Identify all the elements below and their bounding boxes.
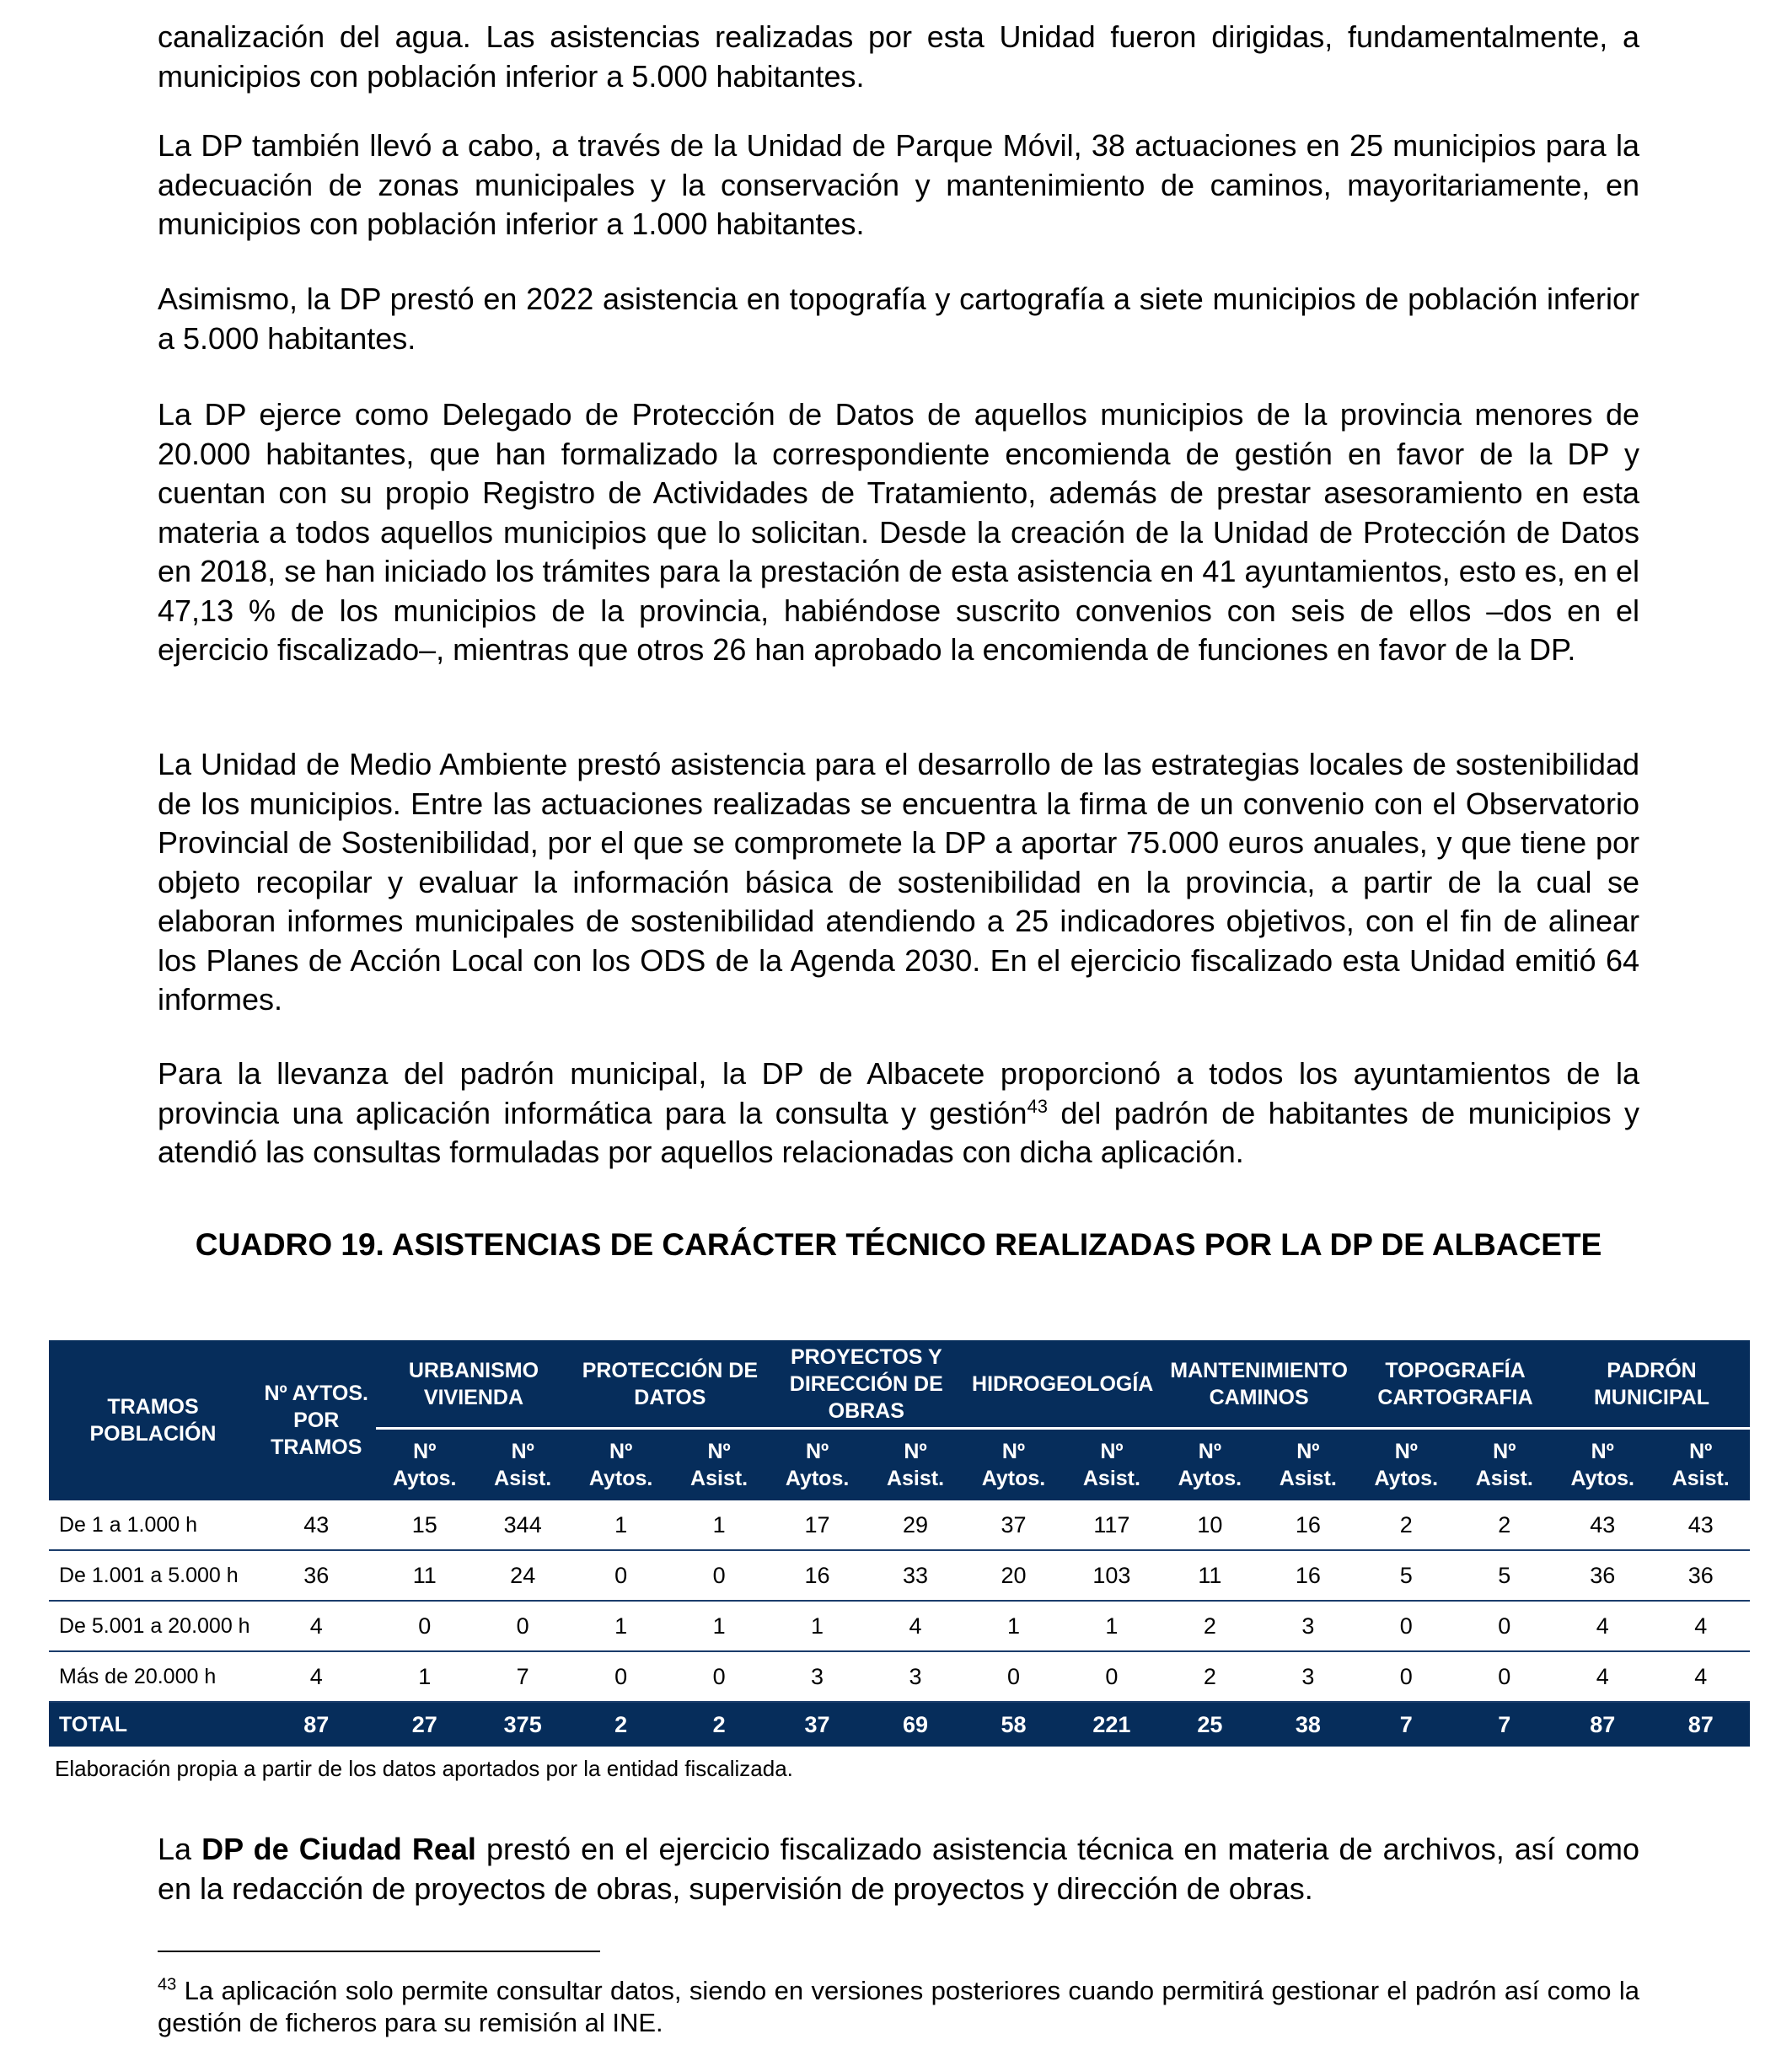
table-cell: 43 (1651, 1500, 1750, 1550)
table-cell: 4 (1553, 1651, 1651, 1702)
subheader-asist: Nº Asist. (1456, 1429, 1553, 1501)
table-cell: 4 (1651, 1601, 1750, 1651)
table-cell: 0 (964, 1651, 1062, 1702)
table-cell: 0 (670, 1651, 768, 1702)
table-cell: 0 (571, 1550, 669, 1601)
table-cell: 2 (670, 1702, 768, 1747)
table-cell: 5 (1456, 1550, 1553, 1601)
table-cell: 4 (866, 1601, 964, 1651)
table-cell: 4 (1553, 1601, 1651, 1651)
subheader-aytos: Nº Aytos. (964, 1429, 1062, 1501)
table-cell: 1 (1063, 1601, 1161, 1651)
table-cell: 2 (1161, 1601, 1258, 1651)
paragraph-parque-movil: La DP también llevó a cabo, a través de la Unidad de Parque Móvil, 38 actuaciones en 25 municipios para la adecuación de zonas municipales y la conservación y mantenimiento de caminos, mayoritariamente, en municipios con población inferior a 1.000 habitantes. (158, 128, 1639, 241)
table-cell: 11 (376, 1550, 474, 1601)
table-cell: 1 (768, 1601, 866, 1651)
table-cell: 69 (866, 1702, 964, 1747)
table-cell: 3 (1259, 1601, 1357, 1651)
table-cell: 16 (768, 1550, 866, 1601)
header-aytos: Nº AYTOS. POR TRAMOS (257, 1340, 376, 1500)
table-cell: 87 (257, 1702, 376, 1747)
table-cell: 3 (768, 1651, 866, 1702)
table-cell: 11 (1161, 1550, 1258, 1601)
header-group: MANTENIMIENTO CAMINOS (1161, 1340, 1357, 1429)
subheader-asist: Nº Asist. (866, 1429, 964, 1501)
table-cell: 10 (1161, 1500, 1258, 1550)
table-row (49, 1651, 1750, 1702)
subheader-aytos: Nº Aytos. (376, 1429, 474, 1501)
table-cell: 43 (1553, 1500, 1651, 1550)
table-cell: 4 (1651, 1651, 1750, 1702)
table-cell: 27 (376, 1702, 474, 1747)
table-cell: 37 (768, 1702, 866, 1747)
subheader-aytos: Nº Aytos. (1553, 1429, 1651, 1501)
table-cell: 117 (1063, 1500, 1161, 1550)
table-cell: 0 (1456, 1651, 1553, 1702)
table-cell: 0 (571, 1651, 669, 1702)
table-cell: 103 (1063, 1550, 1161, 1601)
table-cell: 1 (571, 1500, 669, 1550)
ciudad-real-after: prestó en el ejercicio fiscalizado asistencia técnica en materia de archivos, así como en la redacción de proyectos de obras, supervisión de proyectos y dirección de obras. (158, 1832, 1639, 1906)
table-cell: 1 (964, 1601, 1062, 1651)
table-cell: 24 (474, 1550, 571, 1601)
paragraph-ciudad-real (158, 1830, 1639, 1908)
footnote-separator (158, 1951, 600, 1952)
row-label: De 5.001 a 20.000 h (49, 1601, 257, 1651)
table-cell: 7 (474, 1651, 571, 1702)
row-label: De 1 a 1.000 h (49, 1500, 257, 1550)
table-cell: 2 (1456, 1500, 1553, 1550)
table-cell: 2 (571, 1702, 669, 1747)
footnote-number: 43 (158, 1975, 177, 1994)
table-cell: 3 (1259, 1651, 1357, 1702)
table-cell: 87 (1651, 1702, 1750, 1747)
table-cell: 38 (1259, 1702, 1357, 1747)
table-cell: 17 (768, 1500, 866, 1550)
ciudad-real-before: La (158, 1832, 202, 1866)
table-cell: 375 (474, 1702, 571, 1747)
table-cell: 0 (376, 1601, 474, 1651)
paragraph-agua: canalización del agua. Las asistencias realizadas por esta Unidad fueron dirigidas, fundamentalmente, a municipios con población inferior a 5.000 habitantes. (158, 19, 1639, 94)
table-cell: 7 (1357, 1702, 1455, 1747)
table-cell: 36 (257, 1550, 376, 1601)
table-cell: 0 (1063, 1651, 1161, 1702)
table-cell: 0 (474, 1601, 571, 1651)
table-cell: 0 (670, 1550, 768, 1601)
ciudad-real-bold: DP de Ciudad Real (201, 1832, 476, 1866)
asistencias-table (49, 1340, 1750, 1747)
table-cell: 344 (474, 1500, 571, 1550)
table-cell: 7 (1456, 1702, 1553, 1747)
row-label: TOTAL (49, 1702, 257, 1747)
table-row (49, 1500, 1750, 1550)
header-group: PADRÓN MUNICIPAL (1553, 1340, 1750, 1429)
table-cell: 29 (866, 1500, 964, 1550)
table-cell: 36 (1651, 1550, 1750, 1601)
footnote-text: La aplicación solo permite consultar datos, siendo en versiones posteriores cuando permitirá gestionar el padrón así como la gestión de ficheros para su remisión al INE. (158, 1976, 1639, 2037)
paragraph-topografia: Asimismo, la DP prestó en 2022 asistencia en topografía y cartografía a siete municipios de población inferior a 5.000 habitantes. (158, 282, 1639, 356)
header-group: URBANISMO VIVIENDA (376, 1340, 572, 1429)
padron-text-before: Para la llevanza del padrón municipal, la DP de Albacete proporcionó a todos los ayuntamientos de la provincia una aplicación informática para la consulta y gestión (158, 1056, 1639, 1130)
table-cell: 43 (257, 1500, 376, 1550)
subheader-aytos: Nº Aytos. (768, 1429, 866, 1501)
row-label: De 1.001 a 5.000 h (49, 1550, 257, 1601)
table-cell: 87 (1553, 1702, 1651, 1747)
table-cell: 1 (670, 1500, 768, 1550)
header-tramos: TRAMOS POBLACIÓN (49, 1340, 257, 1500)
table-cell: 2 (1357, 1500, 1455, 1550)
subheader-asist: Nº Asist. (1259, 1429, 1357, 1501)
paragraph-proteccion-datos: La DP ejerce como Delegado de Protección de Datos de aquellos municipios de la provincia menores de 20.000 habitantes, que han formalizado la correspondiente encomienda de gestión en favor de la DP y cuentan con su propio Registro de Actividades de Tratamiento, además de prestar asesoramiento en esta materia a todos aquellos municipios que lo solicitan. Desde la creación de la Unidad de Protección de Datos en 2018, se han iniciado los trámites para la prestación de esta asistencia en 41 ayuntamientos, esto es, en el 47,13 % de los municipios de la provincia, habiéndose suscrito convenios con seis de ellos –dos en el ejercicio fiscalizado–, mientras que otros 26 han aprobado la encomienda de funciones en favor de la DP. (158, 397, 1639, 667)
header-group: PROTECCIÓN DE DATOS (571, 1340, 768, 1429)
table-cell: 37 (964, 1500, 1062, 1550)
table-cell: 4 (257, 1601, 376, 1651)
table-cell: 5 (1357, 1550, 1455, 1601)
footnote-ref[interactable]: 43 (1027, 1095, 1048, 1117)
table-row (49, 1601, 1750, 1651)
header-group: PROYECTOS Y DIRECCIÓN DE OBRAS (768, 1340, 964, 1429)
table-cell: 0 (1357, 1651, 1455, 1702)
header-group: TOPOGRAFÍA CARTOGRAFIA (1357, 1340, 1553, 1429)
table-cell: 33 (866, 1550, 964, 1601)
table-cell: 1 (376, 1651, 474, 1702)
subheader-aytos: Nº Aytos. (1161, 1429, 1258, 1501)
table-total-row (49, 1702, 1750, 1747)
table-cell: 2 (1161, 1651, 1258, 1702)
table-cell: 0 (1357, 1601, 1455, 1651)
row-label: Más de 20.000 h (49, 1651, 257, 1702)
table-cell: 16 (1259, 1550, 1357, 1601)
table-cell: 1 (670, 1601, 768, 1651)
table-cell: 16 (1259, 1500, 1357, 1550)
subheader-asist: Nº Asist. (1651, 1429, 1750, 1501)
padron-text-after: del padrón de habitantes de municipios y atendió las consultas formuladas por aquellos relacionadas con dicha aplicación. (158, 1095, 1640, 1169)
subheader-asist: Nº Asist. (474, 1429, 571, 1501)
table-cell: 36 (1553, 1550, 1651, 1601)
table-cell: 25 (1161, 1702, 1258, 1747)
subheader-aytos: Nº Aytos. (1357, 1429, 1455, 1501)
table-cell: 3 (866, 1651, 964, 1702)
header-group: HIDROGEOLOGÍA (964, 1340, 1161, 1429)
table-cell: 1 (571, 1601, 669, 1651)
table-cell: 0 (1456, 1601, 1553, 1651)
table-title: CUADRO 19. ASISTENCIAS DE CARÁCTER TÉCNICO REALIZADAS POR LA DP DE ALBACETE (195, 1227, 1602, 1262)
table-cell: 4 (257, 1651, 376, 1702)
table-cell: 20 (964, 1550, 1062, 1601)
table-row (49, 1550, 1750, 1601)
paragraph-padron (158, 1055, 1639, 1173)
paragraph-medio-ambiente: La Unidad de Medio Ambiente prestó asistencia para el desarrollo de las estrategias locales de sostenibilidad de los municipios. Entre las actuaciones realizadas se encuentra la firma de un convenio con el Observatorio Provincial de Sostenibilidad, por el que se compromete la DP a aportar 75.000 euros anuales, y que tiene por objeto recopilar y evaluar la información básica de sostenibilidad en la provincia, a partir de la cual se elaboran informes municipales de sostenibilidad atendiendo a 25 indicadores objetivos, con el fin de alinear los Planes de Acción Local con los ODS de la Agenda 2030. En el ejercicio fiscalizado esta Unidad emitió 64 informes. (158, 747, 1639, 1017)
subheader-asist: Nº Asist. (670, 1429, 768, 1501)
table-cell: 58 (964, 1702, 1062, 1747)
table-cell: 15 (376, 1500, 474, 1550)
table-caption: Elaboración propia a partir de los datos aportados por la entidad fiscalizada. (55, 1756, 793, 1781)
subheader-aytos: Nº Aytos. (571, 1429, 669, 1501)
subheader-asist: Nº Asist. (1063, 1429, 1161, 1501)
table-cell: 221 (1063, 1702, 1161, 1747)
footnote (158, 1975, 1639, 2039)
